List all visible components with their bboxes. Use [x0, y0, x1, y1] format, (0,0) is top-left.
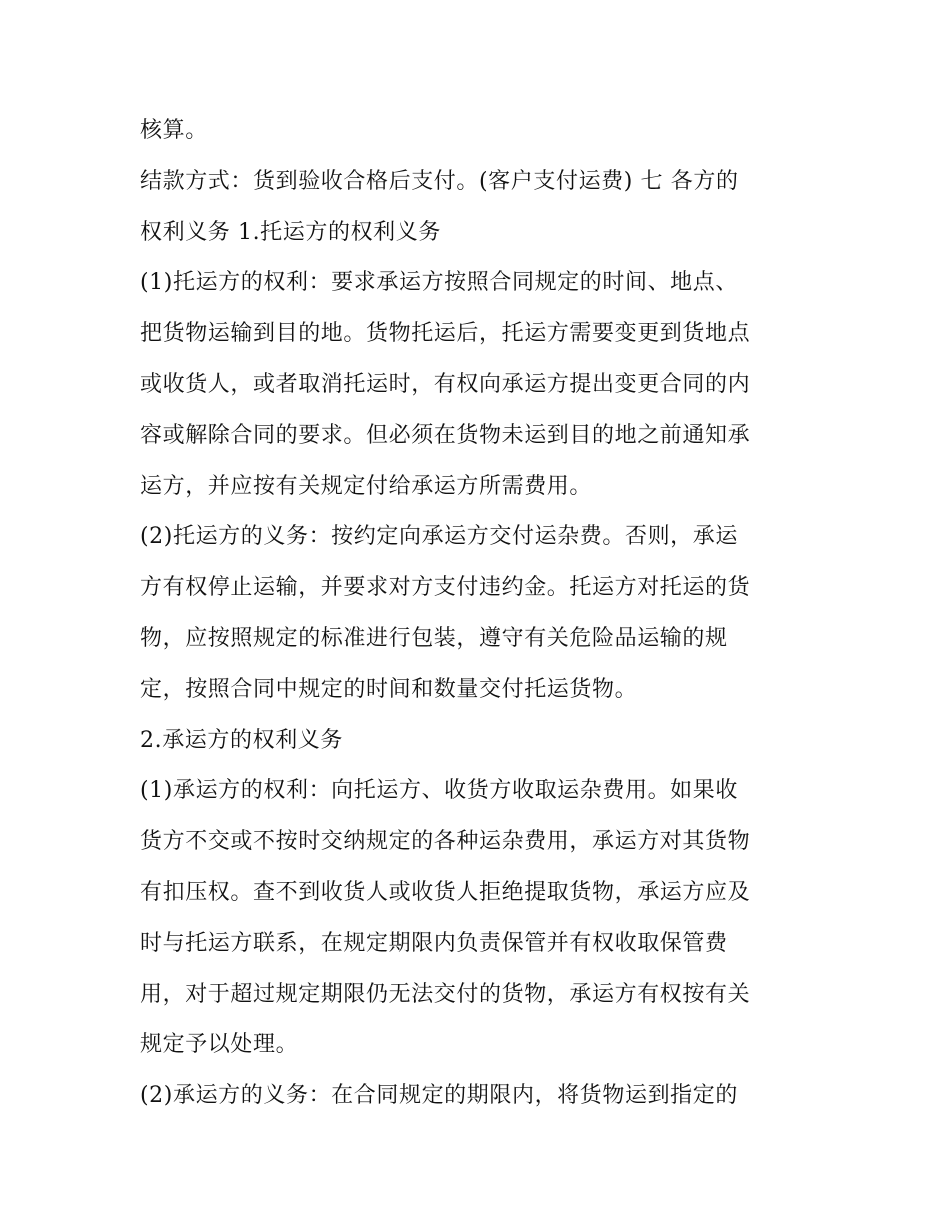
text-line: 权利义务 1.托运方的权利义务 — [140, 219, 441, 245]
section-heading: 2.承运方的权利义务 — [140, 727, 343, 753]
text-line: 用，对于超过规定期限仍无法交付的货物，承运方有权按有关 — [140, 981, 751, 1007]
text-line: (2)承运方的义务：在合同规定的期限内，将货物运到指定的 — [140, 1083, 738, 1109]
text-line: 规定予以处理。 — [140, 1032, 299, 1058]
text-line: (1)托运方的权利：要求承运方按照合同规定的时间、地点、 — [140, 270, 738, 296]
text-line: 运方，并应按有关规定付给承运方所需费用。 — [140, 473, 593, 499]
text-line: (2)托运方的义务：按约定向承运方交付运杂费。否则，承运 — [140, 524, 738, 550]
text-line: 把货物运输到目的地。货物托运后，托运方需要变更到货地点 — [140, 321, 751, 347]
text-line: 有扣压权。查不到收货人或收货人拒绝提取货物，承运方应及 — [140, 879, 751, 905]
text-line: 方有权停止运输，并要求对方支付违约金。托运方对托运的货 — [140, 575, 751, 601]
text-line: 核算。 — [140, 118, 208, 143]
text-line: 结款方式：货到验收合格后支付。(客户支付运费) 七 各方的 — [140, 168, 739, 194]
text-line: 容或解除合同的要求。但必须在货物未运到目的地之前通知承 — [140, 422, 751, 448]
text-line: (1)承运方的权利：向托运方、收货方收取运杂费用。如果收 — [140, 778, 738, 804]
text-line: 物，应按照规定的标准进行包装，遵守有关危险品运输的规 — [140, 625, 728, 651]
text-line: 时与托运方联系，在规定期限内负责保管并有权收取保管费 — [140, 930, 728, 956]
document-body — [140, 106, 820, 1122]
text-line: 货方不交或不按时交纳规定的各种运杂费用，承运方对其货物 — [140, 829, 751, 855]
text-line: 定，按照合同中规定的时间和数量交付托运货物。 — [140, 676, 638, 702]
text-line: 或收货人，或者取消托运时，有权向承运方提出变更合同的内 — [140, 371, 751, 397]
